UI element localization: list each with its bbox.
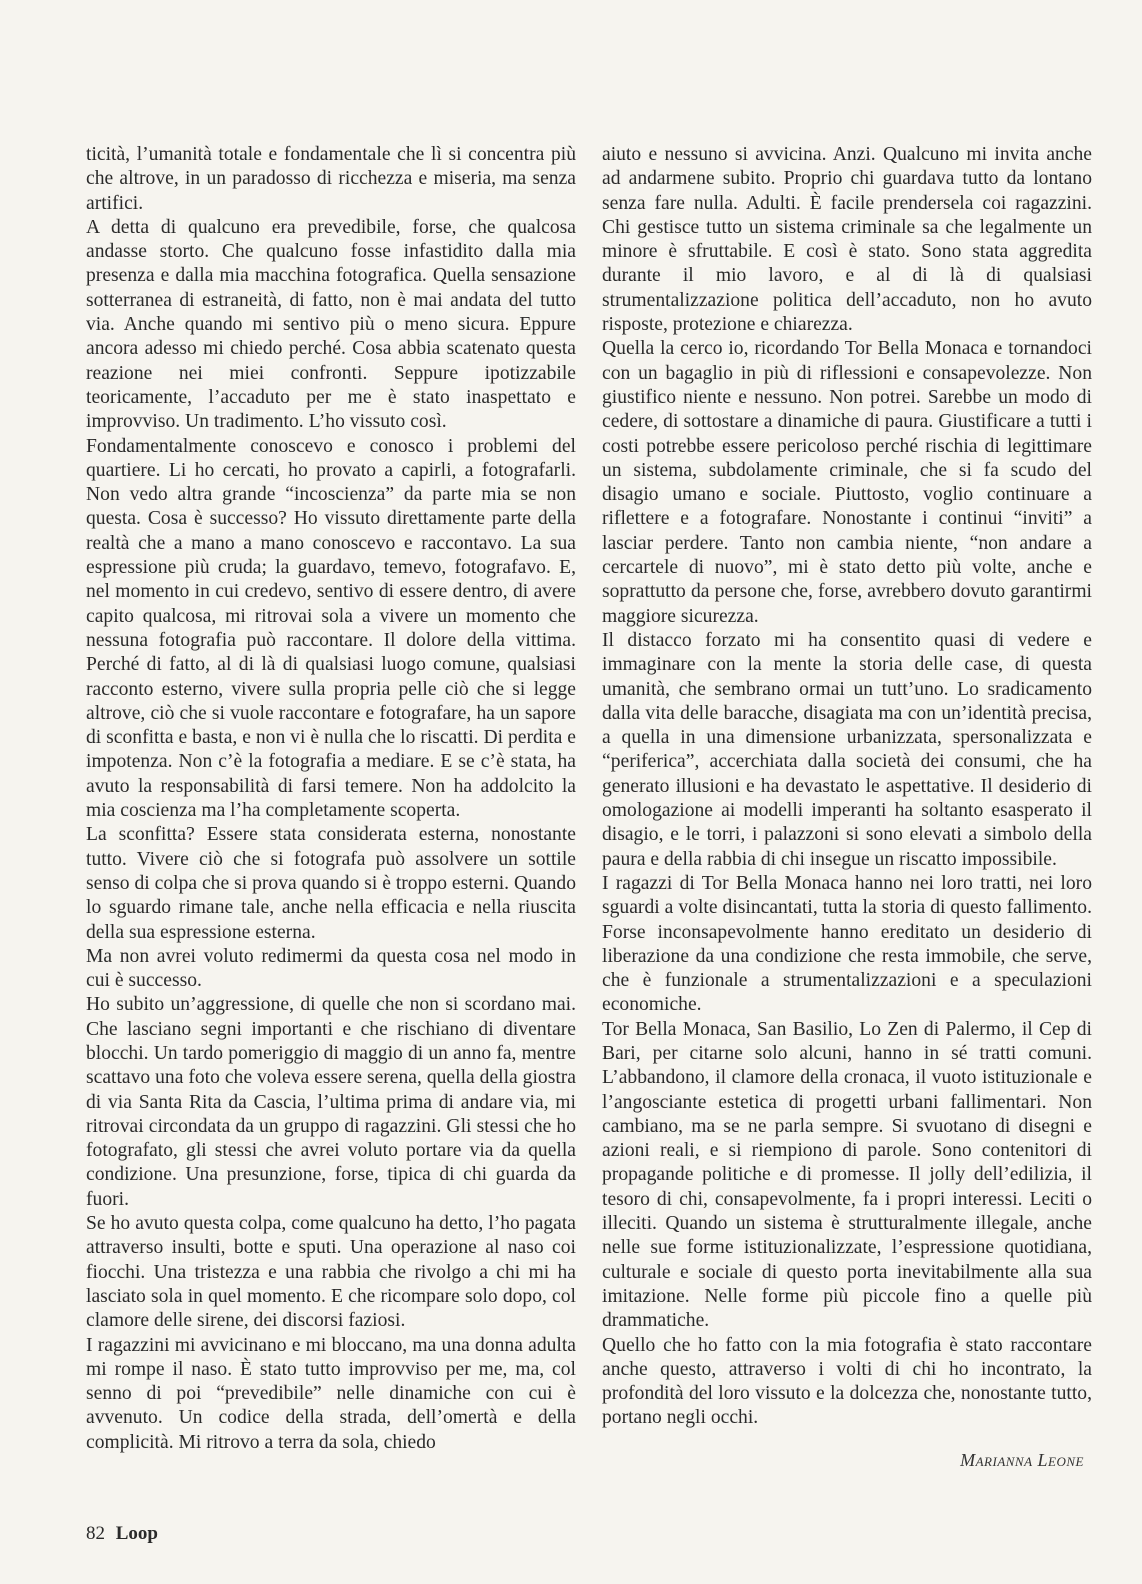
paragraph: La sconfitta? Essere stata considerata esterna, nonostante tutto. Vivere ciò che si fotografa può assolvere un sottile senso di colpa che si prova quando si è troppo esterni. Quando lo sguardo rimane tale, anche nella efficacia e nella riuscita della sua espressione esterna. (86, 824, 576, 943)
paragraph: Ma non avrei voluto redimermi da questa cosa nel modo in cui è successo. (86, 945, 576, 992)
paragraph: aiuto e nessuno si avvicina. Anzi. Qualcuno mi invita anche ad andarmene subito. Proprio chi guardava tutto da lontano senza fare nulla. Adulti. È facile prendersela coi ragazzini. Chi gestisce tutto un sistema criminale sa che legalmente un minore è sfruttabile. E così è stato. Sono stata aggredita durante il mio lavoro, e al di là di qualsiasi strumentalizzazione politica dell’accaduto, non ho avuto risposte, protezione e chiarezza. (602, 144, 1092, 336)
paragraph: Se ho avuto questa colpa, come qualcuno ha detto, l’ho pagata attraverso insulti, botte e sputi. Una operazione al naso coi fiocchi. Una tristezza e una rabbia che rivolgo a chi mi ha lasciato sola in quel momento. E che ricompare solo dopo, col clamore delle sirene, dei discorsi faziosi. (86, 1213, 576, 1332)
paragraph: Quello che ho fatto con la mia fotografia è stato raccontare anche questo, attraverso i volti di chi ho incontrato, la profondità del loro vissuto e la dolcezza che, nonostante tutto, portano negli occhi. (602, 1334, 1092, 1429)
paragraph: Fondamentalmente conoscevo e conosco i problemi del quartiere. Li ho cercati, ho provato a capirli, a fotografarli. Non vedo altra grande “incoscienza” da parte mia se non questa. Cosa è successo? Ho vissuto direttamente parte della realtà che a mano a mano conoscevo e raccontavo. La sua espressione più cruda; la guardavo, temevo, fotografavo. E, nel momento in cui credevo, sentivo di essere dentro, di avere capito qualcosa, mi ritrovai sola a vivere un momento che nessuna fotografia può raccontare. Il dolore della vittima. Perché di fatto, al di là di qualsiasi luogo comune, qualsiasi racconto esterno, vivere sulla propria pelle ciò che si legge altrove, ciò che si vuole raccontare e fotografare, ha un sapore di sconfitta e basta, e non vi è nulla che lo riscatti. Di perdita e impotenza. Non c’è la fotografia a mediare. E se c’è stata, ha avuto la responsabilità di farsi temere. Non ha addolcito la mia coscienza ma l’ha completamente scoperta. (86, 435, 576, 822)
paragraph: I ragazzini mi avvicinano e mi bloccano, ma una donna adulta mi rompe il naso. È stato tutto improvviso per me, ma, col senno di poi “prevedibile” nelle dinamiche con cui è avvenuto. Un codice della strada, dell’omertà e della complicità. Mi ritrovo a terra da sola, chiedo (86, 1334, 576, 1453)
paragraph: Il distacco forzato mi ha consentito quasi di vedere e immaginare con la mente la storia delle case, di questa umanità, che sembrano ormai un tutt’uno. Lo sradicamento dalla vita delle baracche, disagiata ma con un’identità precisa, a quella in una dimensione urbanizzata, spersonalizzata e “periferica”, accerchiata dalla società dei consumi, che ha generato illusioni e ha devastato le aspettative. Il desiderio di omologazione ai modelli imperanti ha soltanto esasperato il disagio, e le torri, i palazzoni si sono elevati a simbolo della paura e della rabbia di chi insegue un riscatto impossibile. (602, 629, 1092, 870)
page-number: 82 (86, 1523, 105, 1544)
paragraph: Tor Bella Monaca, San Basilio, Lo Zen di Palermo, il Cep di Bari, per citarne solo alcuni, hanno in sé tratti comuni. L’abbandono, il clamore della cronaca, il vuoto istituzionale e l’angosciante estetica di progetti urbani fallimentari. Non cambiano, ma se ne parla sempre. Si svuotano di disegni e azioni reali, e si riempiono di parole. Sono contenitori di propagande politiche e di promesse. Il jolly dell’edilizia, il tesoro di chi, consapevolmente, fa i propri interessi. Leciti o illeciti. Quando un sistema è strutturalmente illegale, anche nelle sue forme istituzionalizzate, l’espressione quotidiana, culturale e sociale di questo porta inevitabilmente alla sua imitazione. Nelle forme più piccole fino a quelle più drammatiche. (602, 1018, 1092, 1332)
paragraph: Quella la cerco io, ricordando Tor Bella Monaca e tornandoci con un bagaglio in più di riflessioni e consapevolezze. Non giustifico niente e nessuno. Non potrei. Sarebbe un modo di cedere, di sottostare a dinamiche di paura. Giustificare a tutti i costi potrebbe essere pericoloso perché rischia di legittimare un sistema, subdolamente criminale, che si fa scudo del disagio umano e sociale. Piuttosto, voglio continuare a riflettere e a fotografare. Nonostante i continui “inviti” a lasciar perdere. Tanto non cambia niente, “non andare a cercartele di nuovo”, mi è stato detto più volte, anche e soprattutto da persone che, forse, avrebbero dovuto garantirmi maggiore sicurezza. (602, 338, 1092, 627)
paragraph: A detta di qualcuno era prevedibile, forse, che qualcosa andasse storto. Che qualcuno fosse infastidito dalla mia presenza e dalla mia macchina fotografica. Quella sensazione sotterranea di estraneità, di fatto, non è mai andata del tutto via. Anche quando mi sentivo più o meno sicura. Eppure ancora adesso mi chiedo perché. Cosa abbia scatenato questa reazione nei miei confronti. Seppure ipotizzabile teoricamente, l’accaduto per me è stato inaspettato e improvviso. Un tradimento. L’ho vissuto così. (86, 216, 576, 433)
left-column (86, 143, 576, 1455)
paragraph: ticità, l’umanità totale e fondamentale che lì si concentra più che altrove, in un paradosso di ricchezza e miseria, ma senza artifici. (86, 144, 576, 214)
author-signature: Marianna Leone (960, 1450, 1084, 1470)
paragraph: I ragazzi di Tor Bella Monaca hanno nei loro tratti, nei loro sguardi a volte disincantati, tutta la storia di questo fallimento. Forse inconsapevolmente hanno ereditato un desiderio di liberazione da una condizione che resta immobile, che serve, che è funzionale a strumentalizzazioni e a speculazioni economiche. (602, 872, 1092, 1016)
right-column (602, 143, 1092, 1431)
magazine-name: Loop (115, 1523, 158, 1544)
paragraph: Ho subito un’aggressione, di quelle che non si scordano mai. Che lasciano segni importanti e che rischiano di diventare blocchi. Un tardo pomeriggio di maggio di un anno fa, mentre scattavo una foto che voleva essere serena, quella della giostra di via Santa Rita da Cascia, l’ultima prima di andare via, mi ritrovai circondata da un gruppo di ragazzini. Gli stessi che ho fotografato, gli stessi che avrei voluto portare via da quella condizione. Una presunzione, forse, tipica di chi guarda da fuori. (86, 994, 576, 1210)
page-footer (86, 1523, 158, 1545)
